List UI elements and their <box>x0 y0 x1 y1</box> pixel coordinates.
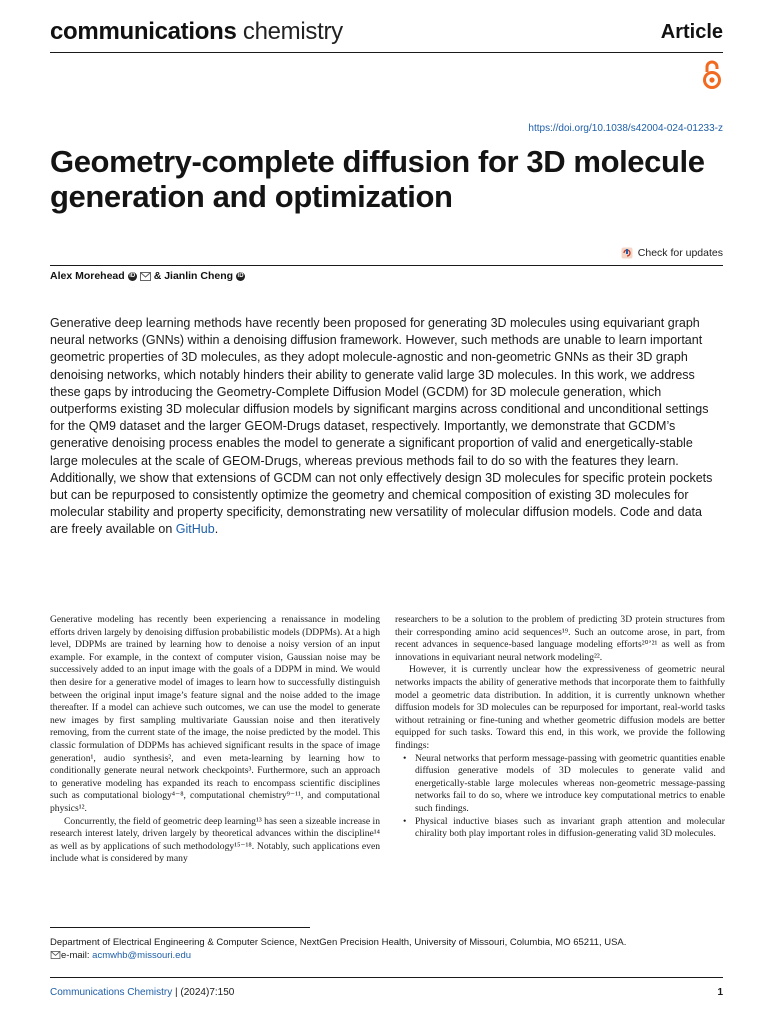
orcid-icon[interactable]: iD <box>237 272 244 279</box>
check-updates-icon <box>621 247 633 259</box>
email-line <box>50 949 730 962</box>
author-1[interactable]: Alex Morehead <box>50 270 125 282</box>
abstract-end: . <box>214 522 219 537</box>
author-2[interactable]: & Jianlin Cheng <box>153 270 234 282</box>
mail-icon <box>50 951 61 959</box>
footer-citation <box>50 987 234 998</box>
page-number: 1 <box>717 987 723 998</box>
journal-name <box>50 18 343 46</box>
doi-link[interactable]: https://doi.org/10.1038/s42004-024-01233-z <box>528 123 723 134</box>
paragraph: Generative modeling has recently been experiencing a renaissance in modeling efforts driven largely by denoising diffusion probabilistic models (DDPMs). At a high level, DDPMs are trained by learning how to denoise a noisy version of an input example. For example, in the context of computer vision, Gaussian noise may be successively added to an input image with the goals of a DDPM in mind. We would then desire for a generative model of images to learn how to successfully distinguish between the original input image’s feature signal and the noise added to the image thereafter. If a model can achieve such outcomes, we can use the model to generate new images by first sampling multivariate Gaussian noise and then iteratively removing, from the current state of the image, the noise predicted by the model. This classic formulation of DDPMs has achieved significant results in the space of image generation¹, audio synthesis², and even meta-learning by learning how to conditionally generate neural network checkpoints³. Furthermore, such an approach to generative modeling has expanded its reach to encompass scientific disciplines such as computational biology⁴⁻⁸, computational chemistry⁹⁻¹¹, and computational physics¹². <box>50 614 380 814</box>
affiliation-line: Department of Electrical Engineering & Computer Science, NextGen Precision Health, University of Missouri, Columbia, MO 65211, USA. <box>50 937 627 948</box>
author-list <box>50 270 245 282</box>
footer-divider <box>50 977 723 978</box>
abstract-text: Generative deep learning methods have recently been proposed for generating 3D molecules using equivariant graph neural networks (GNNs) within a denoising diffusion framework. However, such methods are unable to learn important geometric properties of 3D molecules, as they adopt molecule-agnostic and non-geometric GNNs as their 3D graph denoising networks, which notably hinders their ability to generate valid large 3D molecules. In this work, we address these gaps by introducing the Geometry-Complete Diffusion Model (GCDM) for 3D molecule generation, which outperforms existing 3D molecular diffusion models by significant margins across conditional and unconditional settings for the QM9 dataset and the larger GEOM-Drugs dataset, respectively. Importantly, we demonstrate that GCDM’s generative denoising process enables the model to generate a significant proportion of valid and energetically-stable large molecules at the scale of GEOM-Drugs, whereas previous methods fail to do so with the features they learn. Additionally, we show that extensions of GCDM can not only effectively design 3D molecules for specific protein pockets but can be repurposed to consistently optimize the geometry and chemical composition of existing 3D molecules for molecular stability and property specificity, demonstrating new versatility of molecular diffusion models. Code and data are freely available on <box>50 316 713 537</box>
footer-citation-text: | (2024)7:150 <box>172 987 235 998</box>
abstract <box>50 315 720 539</box>
email-label: e-mail: <box>61 950 93 961</box>
email-link[interactable]: acmwhb@missouri.edu <box>92 950 192 961</box>
paragraph: researchers to be a solution to the problem of predicting 3D protein structures from their corresponding amino acid sequences¹⁹. Such an outcome arose, in part, from recent advances in sequence-based language modeling efforts²⁰ʼ²¹ as well as from innovations in equivariant neural network modeling²². <box>395 614 725 663</box>
header-divider <box>50 52 723 53</box>
authors-divider <box>50 265 723 266</box>
list-item: • Neural networks that perform message-passing with geometric quantities enable diffusion generative models of 3D molecules to generate valid and energetically-stable large molecules whereas non-geometric message-passing networks fail to do so, where we introduce key computational metrics to enable such findings. <box>415 753 725 816</box>
journal-name-bold: communications <box>50 18 237 45</box>
article-type: Article <box>660 21 723 43</box>
list-item: • Physical inductive biases such as invariant graph attention and molecular chirality both play important roles in diffusion-generating valid 3D molecules. <box>415 816 725 841</box>
paragraph: Concurrently, the field of geometric deep learning¹³ has seen a sizeable increase in research interest lately, driven largely by theoretical advances within the discipline¹⁴ as well as by applications of such methodology¹⁵⁻¹⁸. Notably, such applications even include what is considered by many <box>50 815 380 865</box>
findings-list <box>395 753 725 841</box>
github-link[interactable]: GitHub <box>175 522 215 537</box>
orcid-icon[interactable]: iD <box>129 272 136 279</box>
footer-journal-link[interactable]: Communications Chemistry <box>50 987 173 998</box>
body-column-right <box>395 614 725 841</box>
article-title: Geometry-complete diffusion for 3D molecule generation and optimization <box>50 144 705 214</box>
check-updates-label: Check for updates <box>637 247 723 259</box>
open-access-icon[interactable] <box>701 58 723 90</box>
journal-name-light: chemistry <box>236 18 343 45</box>
body-column-left <box>50 614 380 866</box>
mail-icon[interactable] <box>140 272 151 281</box>
check-updates-button[interactable] <box>621 247 723 259</box>
paragraph: However, it is currently unclear how the expressiveness of geometric neural networks impacts the ability of generative methods that incorporate them to faithfully model a geometric data distribution. In addition, it is currently unknown whether diffusion models for 3D molecules can be repurposed for important, real-world tasks without retraining or fine-tuning and whether geometric diffusion models are better equipped for such tasks. Toward this end, in this work, we provide the following findings: <box>395 664 725 751</box>
affiliation <box>50 936 730 962</box>
affiliation-divider <box>50 927 310 928</box>
